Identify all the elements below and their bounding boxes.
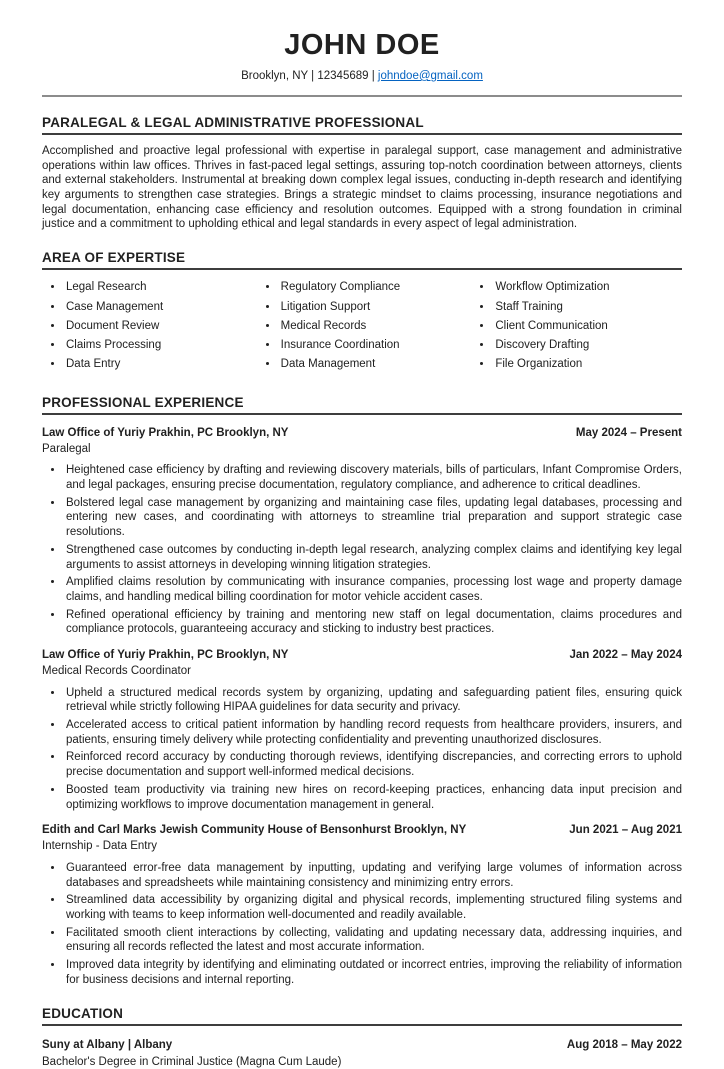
experience-bullet: • Facilitated smooth client interactions by collecting, validating and updating necessary data, addressing inquiries, and ensuring all records reflected the latest and most accurate information.	[64, 926, 682, 955]
job-title: Paralegal	[42, 442, 91, 455]
expertise-column-3	[471, 280, 682, 376]
expertise-item: • Data Management	[279, 357, 468, 372]
experience-bullet: • Guaranteed error-free data management by inputting, updating and verifying large volumes of information across databases and spreadsheets while maintaining consistency and minimizing entry errors.	[64, 861, 682, 890]
expertise-item: • Client Communication	[493, 319, 682, 334]
education-dates: Aug 2018 – May 2022	[566, 1038, 682, 1051]
experience-job-1	[42, 426, 682, 637]
education-entry	[42, 1038, 682, 1069]
email-link[interactable]: johndoe@gmail.com	[377, 69, 483, 82]
expertise-item: • Workflow Optimization	[493, 280, 682, 295]
expertise-item: • Medical Records	[279, 319, 468, 334]
experience-bullet: • Improved data integrity by identifying and eliminating outdated or incorrect entries, improving the reliability of information for business decisions and internal reporting.	[64, 958, 682, 987]
header-divider	[42, 95, 682, 97]
expertise-item: • Data Entry	[64, 357, 253, 372]
job-bullet-list	[42, 463, 682, 637]
job-title: Internship - Data Entry	[42, 840, 158, 853]
job-header	[42, 823, 682, 838]
job-bullet-list	[42, 861, 682, 988]
contact-location-phone: Brooklyn, NY | 12345689 |	[241, 69, 378, 82]
contact-info	[42, 69, 682, 84]
experience-bullet: • Heightened case efficiency by drafting and reviewing discovery materials, bills of particulars, Infant Compromise Orders, and legal packages, ensuring precise documentation, regulatory compliance, and adherence to critical deadlines.	[64, 463, 682, 492]
expertise-item: • Case Management	[64, 300, 253, 315]
experience-bullet: • Reinforced record accuracy by conducting thorough reviews, identifying discrepancies, and correcting errors to uphold precise documentation and support well-informed medical decisions.	[64, 750, 682, 779]
candidate-name: JOHN DOE	[284, 29, 440, 61]
section-heading-education: EDUCATION	[42, 1005, 682, 1026]
section-heading-experience: PROFESSIONAL EXPERIENCE	[42, 394, 682, 415]
expertise-item: • File Organization	[493, 357, 682, 372]
experience-bullet: • Refined operational efficiency by training and mentoring new staff on legal documentation, claims procedures and compliance protocols, guaranteeing accuracy and sticking to industry best practices.	[64, 608, 682, 637]
job-dates: May 2024 – Present	[575, 426, 682, 439]
expertise-item: • Insurance Coordination	[279, 338, 468, 353]
job-employer: Edith and Carl Marks Jewish Community House of Bensonhurst Brooklyn, NY	[42, 824, 467, 837]
expertise-grid	[42, 280, 682, 376]
expertise-item: • Staff Training	[493, 300, 682, 315]
expertise-column-2	[257, 280, 468, 376]
job-bullet-list	[42, 686, 682, 813]
education-degree: Bachelor's Degree in Criminal Justice (Magna Cum Laude)	[42, 1055, 342, 1068]
experience-bullet: • Amplified claims resolution by communicating with insurance companies, processing lost wage and property damage claims, and handling medical billing coordination for motor vehicle accident cases.	[64, 575, 682, 604]
job-dates: Jan 2022 – May 2024	[569, 649, 682, 662]
job-employer: Law Office of Yuriy Prakhin, PC Brooklyn, NY	[42, 426, 289, 439]
section-heading-expertise: AREA OF EXPERTISE	[42, 249, 682, 270]
experience-bullet: • Boosted team productivity via training new hires on record-keeping practices, enhancing data input precision and optimizing workflows to improve documentation management in general.	[64, 783, 682, 812]
expertise-item: • Document Review	[64, 319, 253, 334]
experience-bullet: • Streamlined data accessibility by organizing digital and physical records, implementing structured filing systems and working with teams to keep information well-documented and readily available.	[64, 893, 682, 922]
job-title: Medical Records Coordinator	[42, 664, 191, 677]
job-header	[42, 426, 682, 441]
experience-bullet: • Accelerated access to critical patient information by handling record requests from healthcare providers, insurers, and patients, ensuring timely delivery while protecting confidentiality and preventing unauthorized disclosures.	[64, 718, 682, 747]
job-dates: Jun 2021 – Aug 2021	[569, 824, 682, 837]
education-header	[42, 1038, 682, 1053]
job-employer: Law Office of Yuriy Prakhin, PC Brooklyn, NY	[42, 649, 289, 662]
experience-job-3	[42, 823, 682, 987]
expertise-column-1	[42, 280, 253, 376]
experience-bullet: • Strengthened case outcomes by conducting in-depth legal research, analyzing complex claims and identifying key legal arguments to assist attorneys in developing winning litigation strategies.	[64, 543, 682, 572]
experience-bullet: • Bolstered legal case management by organizing and maintaining case files, updating legal databases, processing and entering new cases, and coordinating with attorneys to streamline trial preparation and support strategic case resolutions.	[64, 496, 682, 540]
section-heading-profile: PARALEGAL & LEGAL ADMINISTRATIVE PROFESSIONAL	[42, 114, 682, 135]
job-header	[42, 648, 682, 663]
experience-bullet: • Upheld a structured medical records system by organizing, updating and safeguarding patient files, ensuring quick retrieval while strictly following HIPAA guidelines for data security and privacy.	[64, 686, 682, 715]
expertise-item: • Discovery Drafting	[493, 338, 682, 353]
expertise-item: • Litigation Support	[279, 300, 468, 315]
profile-summary: Accomplished and proactive legal professional with expertise in paralegal support, case management and administrative operations within law offices. Thrives in fast-paced legal settings, assuring top-notch coordination between attorneys, clients and external stakeholders. Instrumental at breaking down complex legal issues, conducting in-depth research and identifying key arguments to strengthen case strategies. Brings a strategic mindset to claims processing, insurance negotiations and legal documentation, enhancing case efficiency and resolution outcomes. Equipped with a strong foundation in criminal justice and a commitment to upholding ethical and legal standards in every aspect of legal administration.	[42, 144, 682, 231]
expertise-item: • Claims Processing	[64, 338, 253, 353]
education-school: Suny at Albany | Albany	[42, 1038, 173, 1051]
expertise-item: • Regulatory Compliance	[279, 280, 468, 295]
experience-job-2	[42, 648, 682, 812]
expertise-item: • Legal Research	[64, 280, 253, 295]
